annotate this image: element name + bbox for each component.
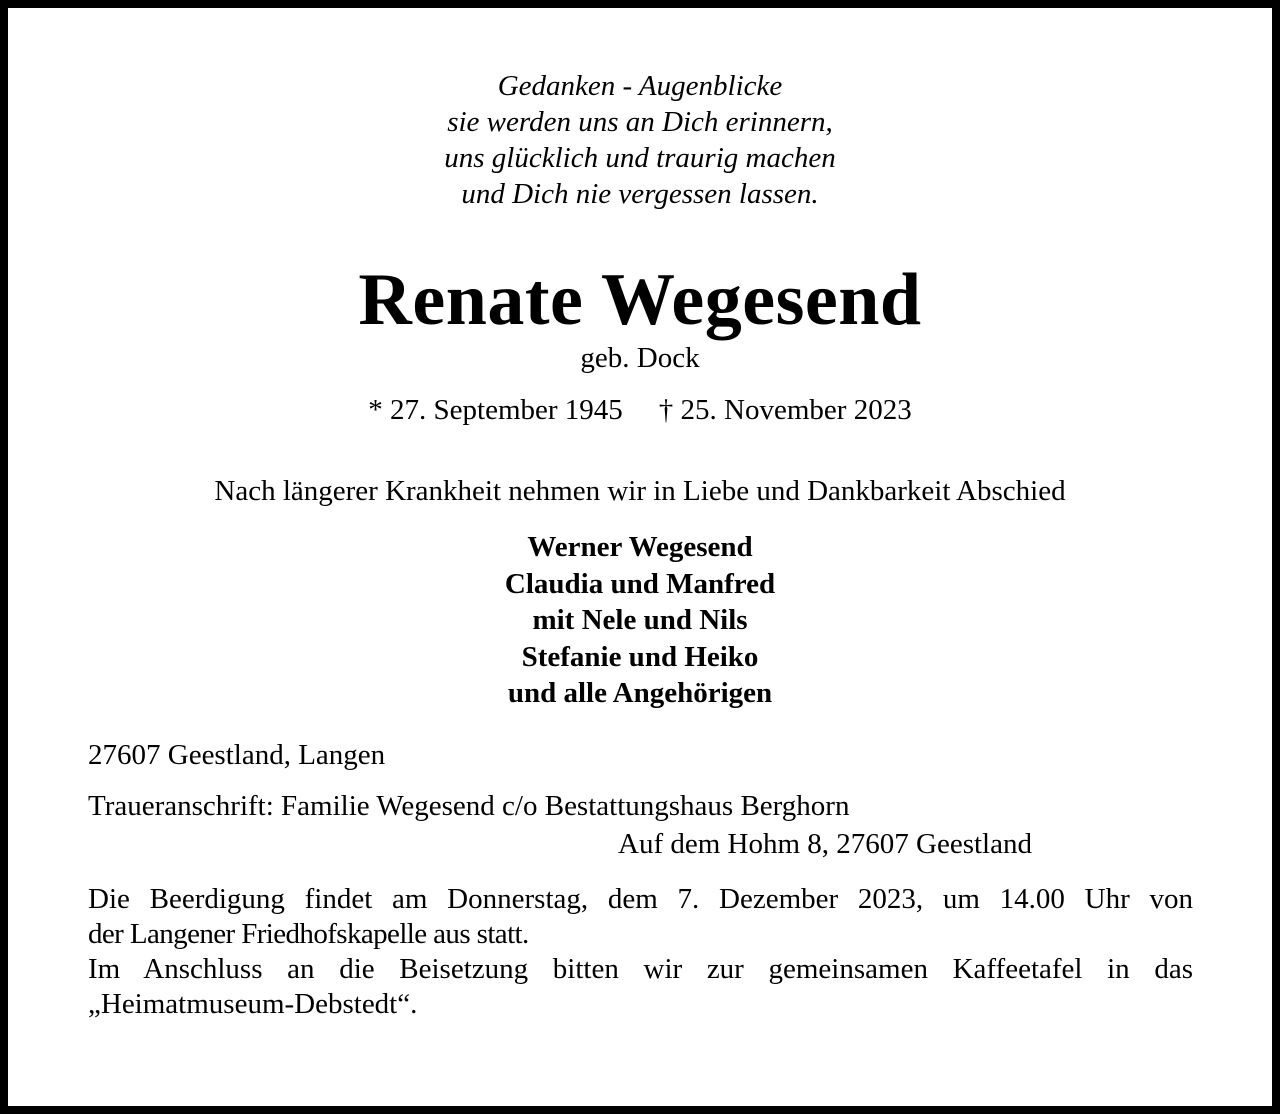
poem-line: uns glücklich und traurig machen: [444, 142, 836, 174]
poem-line: und Dich nie vergessen lassen.: [461, 178, 819, 210]
poem-line: Gedanken - Augenblicke: [497, 70, 783, 102]
mourning-address-line-1: Traueranschrift: Familie Wegesend c/o Bestattungshaus Berghorn: [88, 790, 850, 822]
funeral-details-line: „Heimatmuseum-Debstedt“.: [88, 988, 418, 1020]
death-date: † 25. November 2023: [658, 394, 912, 426]
life-dates: [0, 391, 1280, 429]
mourner-name: mit Nele und Nils: [532, 604, 748, 636]
poem-line: sie werden uns an Dich erinnern,: [447, 106, 833, 138]
farewell-statement: Nach längerer Krankheit nehmen wir in Liebe und Dankbarkeit Abschied: [214, 475, 1066, 507]
mourner-name: Stefanie und Heiko: [521, 640, 759, 673]
residence-location: 27607 Geestland, Langen: [88, 739, 386, 771]
maiden-name: geb. Dock: [580, 342, 700, 374]
mourner-name: Werner Wegesend: [527, 531, 753, 563]
mourners-list: [0, 529, 1280, 712]
funeral-details-line: Die Beerdigung findet am Donnerstag, dem 7. Dezember 2023, um 14.00 Uhr von: [88, 883, 1193, 915]
mourner-name: und alle Angehörigen: [507, 677, 773, 709]
funeral-details-line: Im Anschluss an die Beisetzung bitten wir zur gemeinsamen Kaffeetafel in das: [88, 953, 1193, 985]
mourner-name: Claudia und Manfred: [504, 567, 776, 600]
funeral-details-line: der Langener Friedhofskapelle aus statt.: [88, 918, 529, 950]
mourning-address-line-2: Auf dem Hohm 8, 27607 Geestland: [618, 828, 1032, 860]
birth-date: * 27. September 1945: [368, 394, 623, 426]
memorial-poem: [0, 68, 1280, 212]
deceased-name: Renate Wegesend: [358, 259, 922, 341]
funeral-details: [88, 882, 1193, 1022]
